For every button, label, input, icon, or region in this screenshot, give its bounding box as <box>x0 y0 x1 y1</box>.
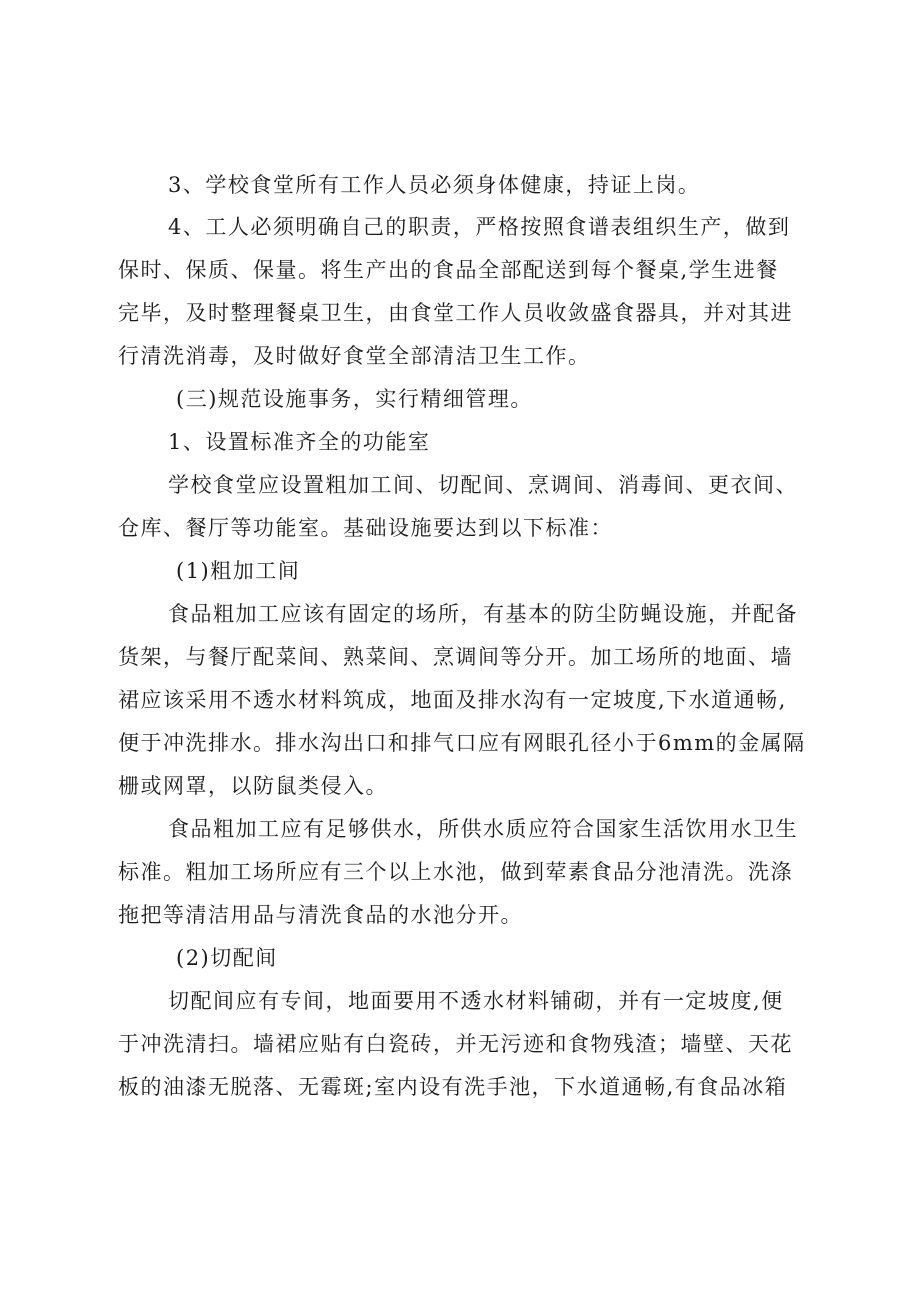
paragraph-line: 仓库、餐厅等功能室。基础设施要达到以下标准： <box>118 516 613 540</box>
paragraph-line: 切配间应有专间，地面要用不透水材料铺砌，并有一定坡度,便 <box>168 989 784 1013</box>
paragraph-line: 食品粗加工应该有固定的场所，有基本的防尘防蝇设施，并配备 <box>168 602 798 626</box>
subsection-heading-1: 1、设置标准齐全的功能室 <box>168 430 431 454</box>
paragraph-item-3: 3、学校食堂所有工作人员必须身体健康，持证上岗。 <box>168 173 701 197</box>
section-heading-3: (三)规范设施事务，实行精细管理。 <box>176 387 533 411</box>
paragraph-line: 食品粗加工应有足够供水，所供水质应符合国家生活饮用水卫生 <box>168 817 798 841</box>
paragraph-line: 便于冲洗排水。排水沟出口和排气口应有网眼孔径小于6mm的金属隔 <box>118 731 806 755</box>
item-heading-rough-processing: (1)粗加工间 <box>176 559 301 583</box>
paragraph-line: 板的油漆无脱落、无霉斑;室内设有洗手池，下水道通畅,有食品冰箱 <box>118 1075 788 1099</box>
paragraph-line: 栅或网罩，以防鼠类侵入。 <box>118 774 388 798</box>
paragraph-line: 保时、保质、保量。将生产出的食品全部配送到每个餐桌,学生进餐 <box>118 258 779 282</box>
paragraph-line: 拖把等清洁用品与清洗食品的水池分开。 <box>118 903 523 927</box>
paragraph-line: 于冲洗清扫。墙裙应贴有白瓷砖，并无污迹和食物残渣；墙壁、天花 <box>118 1032 793 1056</box>
paragraph-line: 标准。粗加工场所应有三个以上水池，做到荤素食品分池清洗。洗涤 <box>118 860 793 884</box>
paragraph-line: 裙应该采用不透水材料筑成，地面及排水沟有一定坡度,下水道通畅, <box>118 688 787 712</box>
paragraph-line: 学校食堂应设置粗加工间、切配间、烹调间、消毒间、更衣间、 <box>168 473 798 497</box>
paragraph-line: 完毕，及时整理餐桌卫生，由食堂工作人员收敛盛食器具，并对其进 <box>118 301 793 325</box>
paragraph-item-4: 4、工人必须明确自己的职责，严格按照食谱表组织生产，做到 <box>168 215 791 239</box>
paragraph-line: 货架，与餐厅配菜间、熟菜间、烹调间等分开。加工场所的地面、墙 <box>118 645 793 669</box>
paragraph-line: 行清洗消毒，及时做好食堂全部清洁卫生工作。 <box>118 344 591 368</box>
item-heading-cutting-room: (2)切配间 <box>176 946 278 970</box>
